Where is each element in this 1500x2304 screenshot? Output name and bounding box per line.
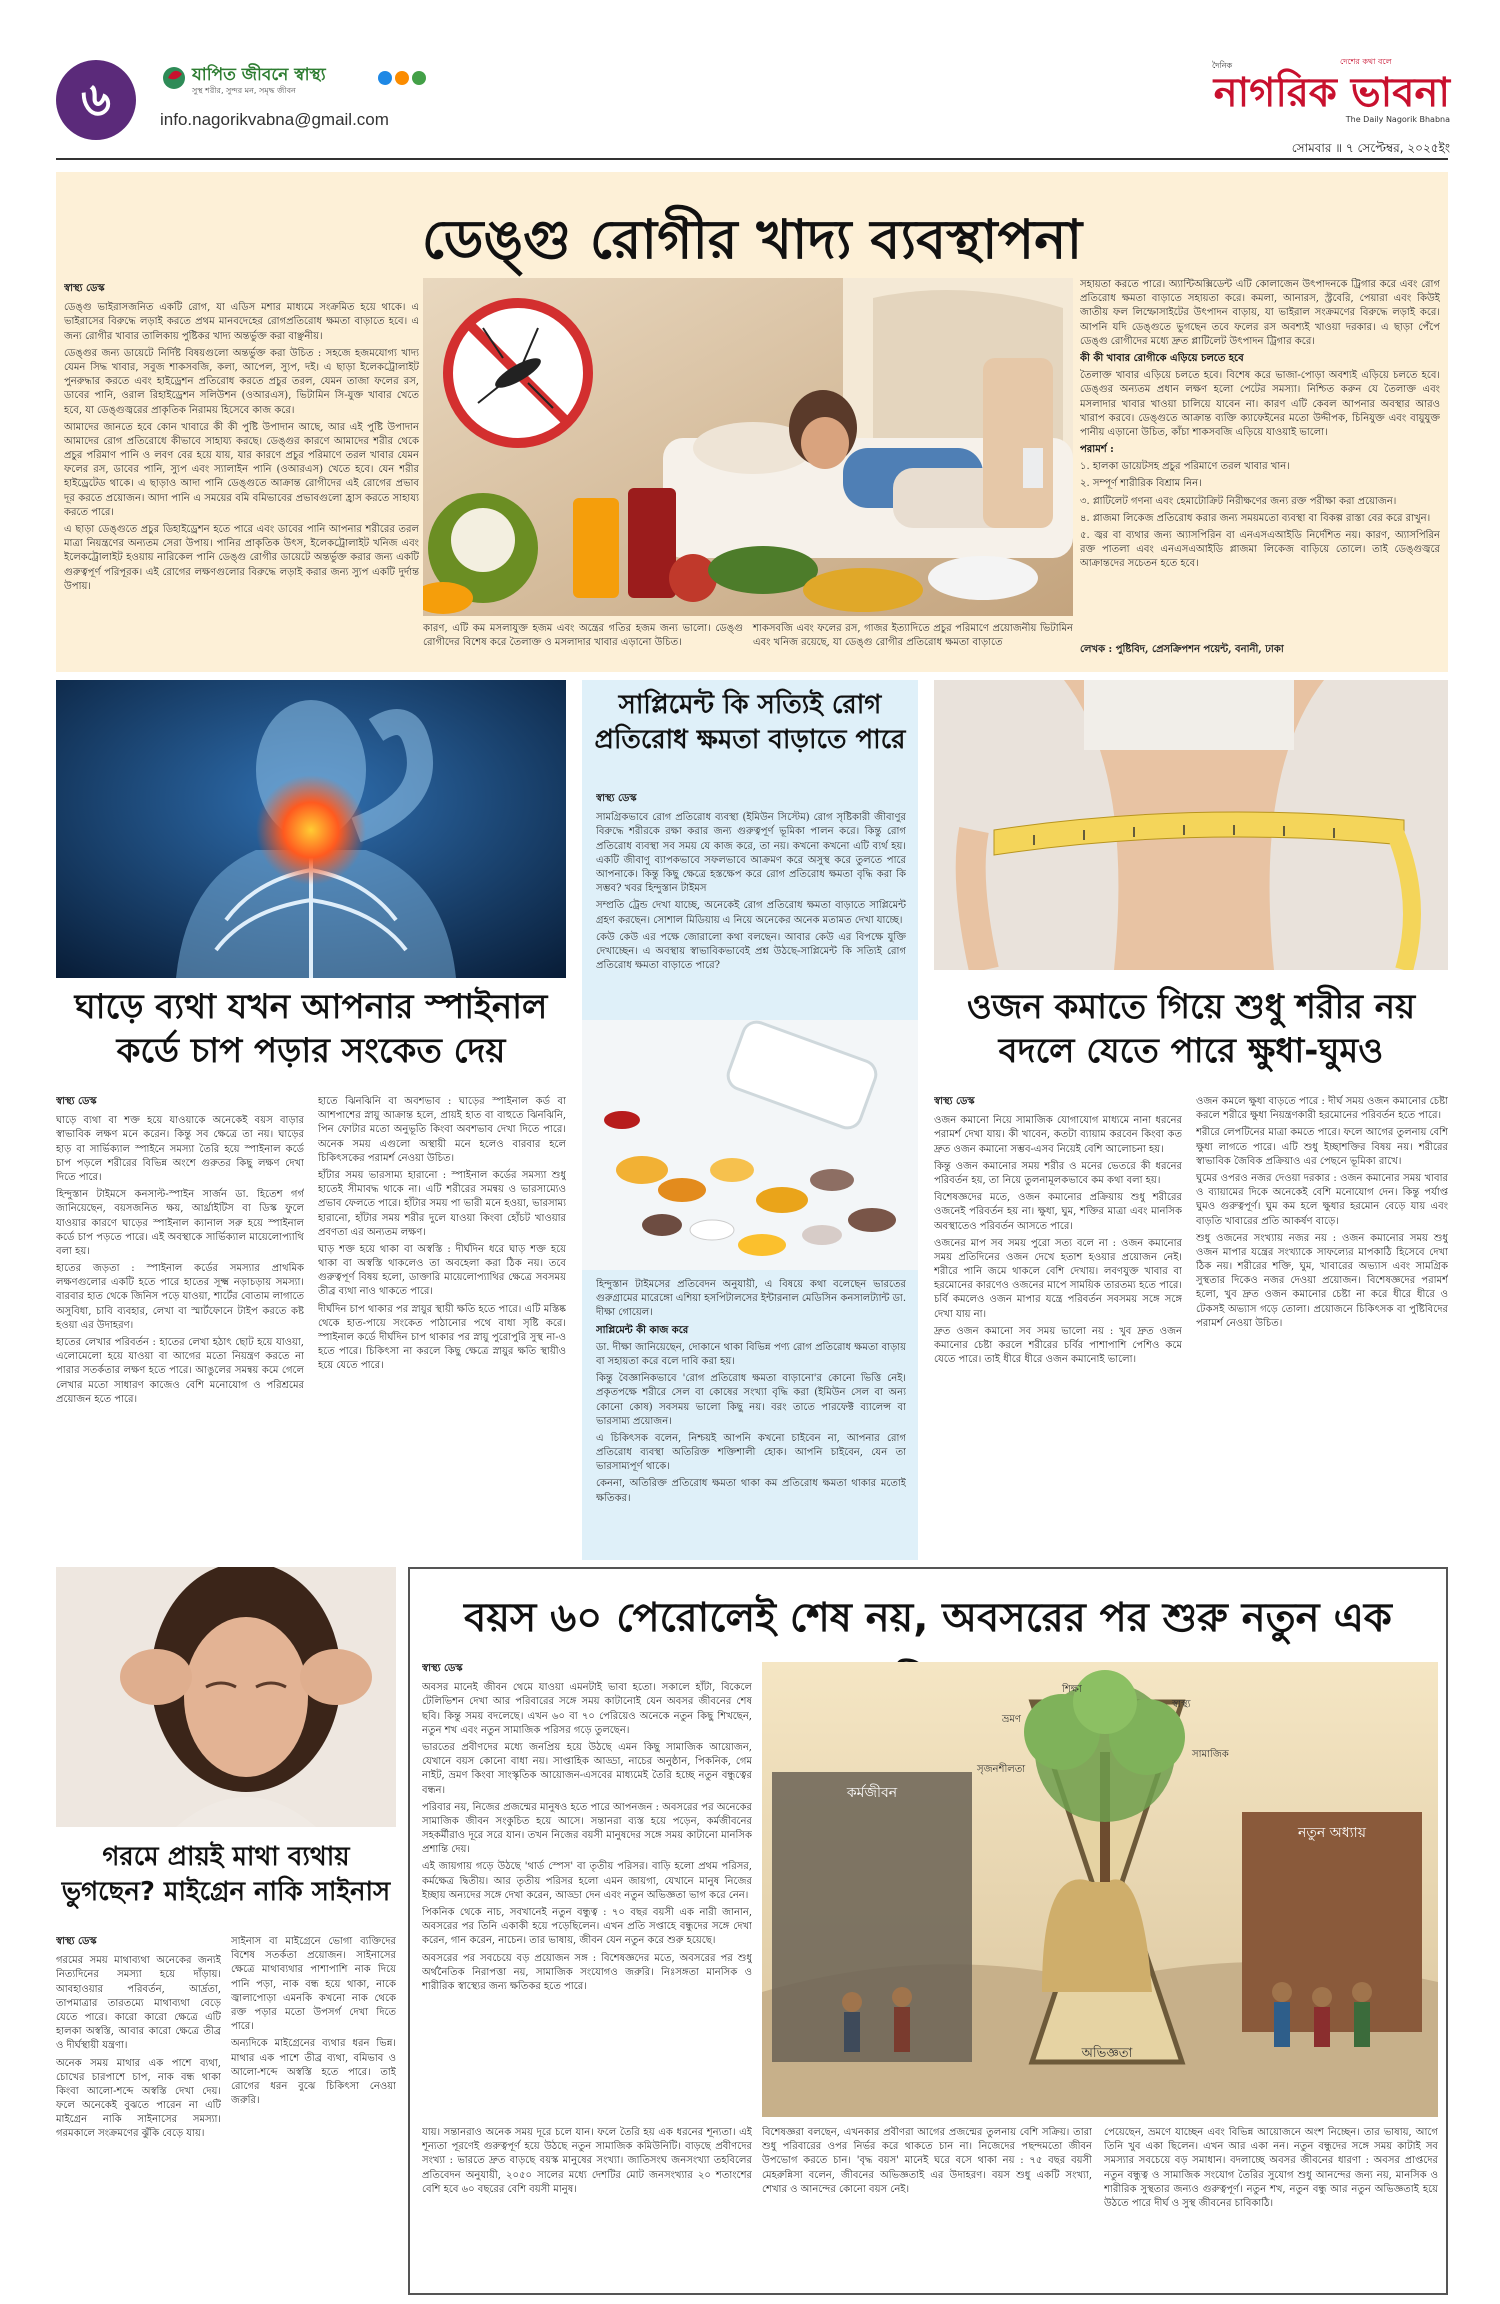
header-divider	[56, 158, 1448, 160]
paragraph: ঘুমের ওপরও নজর দেওয়া দরকার : ওজন কমানোর সময় খাবার ও ব্যায়ামের দিকে অনেকেই বেশি মনোযোগ দেন। কিন্তু পর্যাপ্ত ঘুমও গুরুত্বপূর্ণ। ঘুম কম হলে ক্ষুধার হরমোন বেড়ে যায় এবং বাড়তি খাবারের প্রতি আকর্ষণ বাড়ে।	[1196, 1172, 1448, 1227]
paragraph: হিন্দুস্তান টাইমসের প্রতিবেদন অনুযায়ী, এ বিষয়ে কথা বলেছেন ভারতের গুরুগ্রামের মারেঙ্গো এশিয়া হসপিটালসের ইন্টারনাল মেডিসিন কনসালট্যান্ট ডা. দীক্ষা গোয়েল।	[596, 1279, 906, 1319]
weight-col-1	[934, 1095, 1182, 1555]
education-label: শিক্ষা	[1062, 1684, 1082, 1695]
subheading: সাপ্লিমেন্ট কী কাজ করে	[596, 1324, 689, 1336]
paragraph: ওজন কমলে ক্ষুধা বাড়তে পারে : দীর্ঘ সময় ওজন কমানোর চেষ্টা করলে শরীরে ক্ষুধা নিয়ন্ত্রণকারী হরমোনের পরিবর্তন হতে পারে।	[1196, 1096, 1448, 1122]
spine-headline: ঘাড়ে ব্যথা যখন আপনার স্পাইনাল কর্ডে চাপ পড়ার সংকেত দেয়	[74, 987, 548, 1072]
list-item: ৩. প্লাটিলেট গণনা এবং হেমাটোক্রিট নিরীক্ষণের জন্য রক্ত পরীক্ষা করা প্রয়োজন।	[1080, 495, 1397, 507]
contact-email[interactable]: info.nagorikvabna@gmail.com	[160, 110, 389, 129]
paragraph: ওজনের মাপ সব সময় পুরো সত্য বলে না : ওজন কমানোর সময় প্রতিদিনের ওজন দেখে হতাশ হওয়ার প্রয়োজন নেই। শরীরে পানি জমে থাকলে বেশি দেখায়। লবণযুক্ত খাবার বা হরমোনের কারণেও ওজনের মাপে সাময়িক তারতম্য হতে পারে। চর্বি কমলেও ওজন মাপার যন্ত্রে পরিবর্তন সবসময় সঙ্গে সঙ্গে দেখা যায় না।	[934, 1237, 1182, 1320]
paragraph: হাঁটার সময় ভারসাম্য হারানো : স্পাইনাল কর্ডের সমস্যা শুধু হাতেই সীমাবদ্ধ থাকে না। এটি শরীরের সমন্বয় ও ভারসাম্যেও প্রভাব ফেলতে পারে। হাঁটার সময় পা ভারী মনে হওয়া, ভারসাম্য হারানো, হাঁটার সময় শরীর দুলে যাওয়া কিংবা হোঁচট খাওয়ার প্রবণতা এর অন্যতম লক্ষণ।	[318, 1169, 566, 1238]
supplement-logo	[160, 60, 430, 96]
list-item: ৫. জ্বর বা ব্যথার জন্য অ্যাসপিরিন বা এনএসএআইডি নির্দেশিত নয়। কারণ, অ্যাসপিরিন রক্ত পাতলা এবং এনএসএআইডি প্লাজমা লিকেজ বাড়িয়ে তোলে। তাই ডেঙ্গুজ্বরে আক্রান্তদের সচেতন হতে হবে।	[1080, 530, 1440, 570]
creativity-label: সৃজনশীলতা	[977, 1764, 1026, 1775]
health-label: স্বাস্থ্য	[1172, 1699, 1191, 1710]
spine-col-1	[56, 1095, 304, 1555]
list-item: ২. সম্পূর্ণ শারীরিক বিশ্রাম নিন।	[1080, 478, 1202, 490]
section-tag: স্বাস্থ্য ডেস্ক	[56, 1096, 97, 1107]
new-chapter-label: নতুন অধ্যায়	[1297, 1825, 1367, 1841]
subheading: কী কী খাবার রোগীকে এড়িয়ে চলতে হবে	[1080, 352, 1244, 364]
paragraph: যায়। সন্তানরাও অনেক সময় দূরে চলে যান। ফলে তৈরি হয় এক ধরনের শূন্যতা। এই শূন্যতা পূরণেই গুরুত্বপূর্ণ হয়ে উঠছে নতুন সামাজিক কমিউনিটি। বাড়ছে প্রবীণদের সংখ্যা : ভারতে দ্রুত বাড়ছে বয়স্ক মানুষের সংখ্যা। জাতিসংঘ জনসংখ্যা তহবিলের প্রতিবেদন অনুযায়ী, ২০৫০ সালের মধ্যে দেশটির মোট জনসংখ্যার ২০ শতাংশের বেশি হবে ৬০ বছরের বেশি বয়সী মানুষ।	[422, 2127, 752, 2195]
weight-headline: ওজন কমাতে গিয়ে শুধু শরীর নয় বদলে যেতে পারে ক্ষুধা-ঘুমও	[966, 987, 1416, 1072]
section-tag: স্বাস্থ্য ডেস্ক	[596, 793, 637, 804]
paragraph: ডেঙ্গুর জন্য ডায়েটে নির্দিষ্ট বিষয়গুলো অন্তর্ভুক্ত করা উচিত : সহজে হজমযোগ্য খাদ্য যেমন সিদ্ধ খাবার, সবুজ শাকসবজি, কলা, আপেল, স্যুপ, দই। এ ছাড়া ইলেকট্রোলাইট পুনরুদ্ধার করতে এবং হাইড্রেশন প্রতিরোধ করতে প্রচুর তরল, যেমন তাজা ফলের রস, ডাবের পানি, ওরাল রিহাইড্রেশন সলিউশন (ওআরএস), ভিটামিন সি-যুক্ত খাবার খেতে হবে, যা ডেঙ্গুজ্বরের প্রাকৃতিক নিরাময় হিসেবে কাজ করে।	[64, 347, 419, 416]
paragraph: সামগ্রিকভাবে রোগ প্রতিরোধ ব্যবস্থা (ইমিউন সিস্টেম) রোগ সৃষ্টিকারী জীবাণুর বিরুদ্ধে শরীরকে রক্ষা করার জন্য গুরুত্বপূর্ণ ভূমিকা পালন করে। কিন্তু রোগ প্রতিরোধ ব্যবস্থা সব সময় যে কাজ করে, তা নয়। কখনো কখনো এটি ব্যর্থ হয়। একটি জীবাণু ব্যাপকভাবে সফলভাবে আক্রমণ করে অসুস্থ করে তুলতে পারে আপনাকে। কিন্তু কিছু ক্ষেত্রে হস্তক্ষেপ করে রোগ প্রতিরোধ ক্ষমতা বৃদ্ধি করা কি সম্ভব? খবর হিন্দুস্তান টাইমস	[596, 812, 906, 895]
paragraph: এ চিকিৎসক বলেন, নিশ্চয়ই আপনি কখনো চাইবেন না, আপনার রোগ প্রতিরোধ ব্যবস্থা অতিরিক্ত শক্তিশালী হোক। আপনি চাইবেন, যেন তা ভারসাম্যপূর্ণ থাকে।	[596, 1432, 906, 1473]
dengue-col-left	[64, 282, 419, 622]
paragraph: বিশেষজ্ঞদের মতে, ওজন কমানোর প্রক্রিয়ায় শুধু শরীরের ওজনেই পরিবর্তন হয় না। ক্ষুধা, ঘুম, শক্তির মাত্রা এবং মানসিক অবস্থাতেও পরিবর্তন আসতে পারে।	[934, 1192, 1182, 1232]
dengue-illustration	[423, 278, 1073, 616]
paragraph: সহায়তা করতে পারে। অ্যান্টিঅক্সিডেন্ট এটি কোলাজেন উৎপাদনকে ট্রিগার করে এবং রোগ প্রতিরোধ ক্ষমতা বাড়াতে সহায়তা করে। কমলা, আনারস, স্ট্রবেরি, পেয়ারা এবং কিউই জাতীয় ফল লিম্ফোসাইটের উৎপাদন বাড়ায়, যা ভাইরাল সংক্রমণের বিরুদ্ধে লড়াই করে। আপনি যদি ডেঙ্গুতে ভুগছেন তবে ফলের রস অবশ্যই খাওয়া দরকার। এ ছাড়া পেঁপে ডেঙ্গু রোগীদের মধ্যে দ্রুত প্লাটিলেট উৎপাদন ট্রিগার করে।	[1080, 279, 1440, 347]
paragraph: পিকনিক থেকে নাচ, সবখানেই নতুন বন্ধুত্ব : ৭০ বছর বয়সী এক নারী জানান, অবসরের পর তিনি একাকী হয়ে পড়েছিলেন। এখন প্রতি সপ্তাহে বন্ধুদের সঙ্গে দেখা করেন, গান করেন, নাচেন। তার ভাষায়, জীবন যেন নতুন করে শুরু হয়েছে।	[422, 1907, 752, 1947]
migraine-col-2	[231, 1935, 396, 2290]
daily-label: দৈনিক	[1212, 61, 1233, 70]
paragraph: কেউ কেউ এর পক্ষে জোরালো কথা বলছেন। আবার কেউ এর বিপক্ষে যুক্তি দেখাচ্ছেন। এ অবস্থায় স্বাভাবিকভাবেই প্রশ্ন উঠছে-সাপ্লিমেন্ট কি সত্যিই রোগ প্রতিরোধ ক্ষমতা বাড়াতে পারে?	[596, 931, 906, 972]
paragraph: আমাদের জানতে হবে কোন খাবারে কী কী পুষ্টি উপাদান আছে, আর এই পুষ্টি উপাদান আমাদের রোগ প্রতিরোধে কীভাবে সাহায্য করছে। ডেঙ্গুর কারণে আমাদের শরীর থেকে প্রচুর পরিমাণ পানি ও লবণ বের হয়ে যায়, যার কারণে প্রচুর পরিমাণে তরল খাবার যেমন ফলের রস, ডাবের পানি, স্যুপ এবং স্যালাইন পানি (ওআরএস) খেতে হবে। যেন শরীর হাইড্রেটেড থাকে। এ ছাড়াও আদা পানি ডেঙ্গুতে আক্রান্ত রোগীদের এই রোগের প্রভাব দূর করতে প্রয়োজন। আদা পানি এ সময়ের বমি বমিভাবের প্রভাবগুলো হ্রাস করতে সাহায্য করতে পারে।	[64, 421, 419, 518]
paragraph: কেননা, অতিরিক্ত প্রতিরোধ ক্ষমতা থাকা কম প্রতিরোধ ক্ষমতা থাকার মতোই ক্ষতিকর।	[596, 1478, 906, 1504]
migraine-headline: গরমে প্রায়ই মাথা ব্যথায় ভুগছেন? মাইগ্রেন নাকি সাইনাস	[61, 1842, 391, 1908]
paragraph: অবসরের পর সবচেয়ে বড় প্রয়োজন সঙ্গ : বিশেষজ্ঞদের মতে, অবসরের পর শুধু অর্থনৈতিক নিরাপত্তা নয়, সামাজিক সংযোগও জরুরি। নিঃসঙ্গতা মানসিক ও শারীরিক স্বাস্থ্যের জন্য ক্ষতিকর হতে পারে।	[422, 1952, 752, 1992]
paragraph: ঘাড়ে ব্যথা বা শক্ত হয়ে যাওয়াকে অনেকেই বয়স বাড়ার স্বাভাবিক লক্ষণ মনে করেন। কিন্তু সব ক্ষেত্রে তা নয়। ঘাড়ের হাড় বা সার্ভিক্যাল স্পাইনে সমস্যা তৈরি হয়ে স্পাইনাল কর্ডে চাপ পড়লে শরীরের বিভিন্ন অংশে গুরুতর কিছু লক্ষণ দেখা দিতে পারে।	[56, 1115, 304, 1183]
weight-tape-image	[934, 680, 1448, 970]
retirement-bottom-1	[422, 2126, 752, 2291]
paragraph: ঘাড় শক্ত হয়ে থাকা বা অস্বস্তি : দীর্ঘদিন ধরে ঘাড় শক্ত হয়ে থাকা বা অস্বস্তি থাকলেও তা অবহেলা করা ঠিক নয়। তবে গুরুত্বপূর্ণ বিষয় হলো, ডাক্তারি মায়েলোপ্যাথির ক্ষেত্রে সবসময় তীব্র ব্যথা নাও থাকতে পারে।	[318, 1243, 566, 1298]
paragraph: গরমের সময় মাথাব্যথা অনেকের জন্যই নিত্যদিনের সমস্যা হয়ে দাঁড়ায়। আবহাওয়ার পরিবর্তন, আর্দ্রতা, তাপমাত্রার তারতম্যে মাথাব্যথা বেড়ে যেতে পারে। কারো কারো ক্ষেত্রে এটি হালকা অস্বস্তি, আবার কারো ক্ষেত্রে তীব্র ও দীর্ঘস্থায়ী যন্ত্রণা।	[56, 1955, 221, 2052]
paragraph: এই জায়গায় গড়ে উঠছে 'থার্ড স্পেস' বা তৃতীয় পরিসর। বাড়ি হলো প্রথম পরিসর, কর্মক্ষেত্র দ্বিতীয়। আর তৃতীয় পরিসর হলো এমন জায়গা, যেখানে মানুষ নিজের ইচ্ছায় অন্যদের সঙ্গে দেখা করেন, আড্ডা দেন এবং নতুন অভিজ্ঞতা ভাগ করে নেন।	[422, 1861, 752, 1901]
experience-label: অভিজ্ঞতা	[1081, 2046, 1133, 2061]
paragraph: শাকসবজি এবং ফলের রস, গাজর ইত্যাদিতে প্রচুর পরিমাণে প্রয়োজনীয় ভিটামিন এবং খনিজ রয়েছে, যা ডেঙ্গু রোগীর প্রতিরোধ ক্ষমতা বাড়াতে	[753, 623, 1073, 649]
paragraph: সাইনাস বা মাইগ্রেনে ভোগা ব্যক্তিদের বিশেষ সতর্কতা প্রয়োজন। সাইনাসের ক্ষেত্রে মাথাব্যথার পাশাপাশি নাক দিয়ে পানি পড়া, নাক বন্ধ হয়ে থাকা, নাকে জ্বালাপোড়া এমনকি কখনো নাক থেকে রক্ত পড়ার মতো উপসর্গ দেখা দিতে পারে।	[231, 1936, 396, 2033]
list-item: ১. হালকা ডায়েটসহ প্রচুর পরিমাণে তরল খাবার খান।	[1080, 461, 1290, 473]
paragraph: হিন্দুস্তান টাইমসে কনসাল্ট-স্পাইন সার্জন ডা. হিতেশ গর্গ জানিয়েছেন, বয়সজনিত ক্ষয়, আর্থ্রাইটিস বা ডিস্ক ফুলে যাওয়ার কারণে ঘাড়ের স্পাইনাল ক্যানাল সরু হয়ে স্পাইনাল কর্ডে চাপ পড়তে পারে। এই অবস্থাকে সার্ভিক্যাল মায়েলোপ্যাথি বলা হয়।	[56, 1189, 304, 1257]
retirement-bottom-2	[762, 2126, 1092, 2291]
paragraph: সম্প্রতি ট্রেন্ড দেখা যাচ্ছে, অনেকেই রোগ প্রতিরোধ ক্ষমতা বাড়াতে সাপ্লিমেন্ট গ্রহণ করছেন। সোশাল মিডিয়ায় এ নিয়ে অনেকের অনেক মতামত দেখা যাচ্ছে।	[596, 900, 906, 926]
supplement-pills-image	[582, 1020, 918, 1270]
supplement-sub: সুস্থ শরীর, সুন্দর মন, সমৃদ্ধ জীবন	[192, 86, 296, 95]
social-label: সামাজিক	[1192, 1749, 1229, 1760]
paragraph: ডা. দীক্ষা জানিয়েছেন, দোকানে থাকা বিভিন্ন পণ্য রোগ প্রতিরোধ ক্ষমতা বাড়ায় বা সহায়তা করে বলে দাবি করা হয়।	[596, 1341, 906, 1367]
dengue-col-right	[1080, 278, 1440, 628]
migraine-photo	[56, 1567, 396, 1827]
paragraph: পরিবার নয়, নিজের প্রজন্মের মানুষও হতে পারে আপনজন : অবসরের পর অনেকের সামাজিক জীবন সংকুচিত হয়ে আসে। সন্তানরা ব্যস্ত হয়ে পড়েন, কর্মজীবনের সহকর্মীরাও দূরে সরে যান। তখন নিজের বয়সী মানুষদের সঙ্গে সময় কাটানো মানসিক প্রশান্তি দেয়।	[422, 1801, 752, 1856]
list-item: ৪. প্লাজমা লিকেজ প্রতিরোধ করার জন্য সময়মতো ব্যবস্থা বা বিকল্প রাস্তা বের করে রাখুন।	[1080, 512, 1431, 524]
issue-date: সোমবার ॥ ৭ সেপ্টেম্বর, ২০২৫ইং	[1291, 141, 1450, 155]
leaf-icon	[160, 60, 430, 96]
paragraph: শুধু ওজনের সংখ্যায় নজর নয় : ওজন কমানোর সময় শুধু ওজন মাপার যন্ত্রের সংখ্যাকে সাফল্যের মাপকাঠি হিসেবে দেখা ঠিক নয়। শরীরের শক্তি, ঘুম, খাবারের অভ্যাস এবং সামগ্রিক সুস্থতার দিকেও নজর দেওয়া প্রয়োজন। বিশেষজ্ঞদের পরামর্শ হলো, খুব দ্রুত ওজন কমানোর চেষ্টা না করে ধীরে ধীরে ও টেকসই অভ্যাস গড়ে তোলা। প্রয়োজনে চিকিৎসক বা পুষ্টিবিদের পরামর্শ নেওয়া উচিত।	[1196, 1232, 1448, 1329]
page-number-badge: ৬	[56, 60, 136, 140]
supplement-text-bottom	[596, 1278, 906, 1556]
supplement-name: যাপিত জীবনে স্বাস্থ্য	[192, 65, 326, 85]
retirement-col-1	[422, 1662, 752, 2122]
paragraph: কারণ, এটি কম মসলাযুক্ত হজম এবং অন্ত্রের গতির হজম জন্য ভালো। ডেঙ্গু রোগীদের বিশেষ করে তৈলাক্ত ও মসলাদার খাবার এড়ানো উচিত।	[423, 623, 743, 649]
section-tag: স্বাস্থ্য ডেস্ক	[64, 283, 105, 294]
career-label: কর্মজীবন	[846, 1785, 898, 1801]
section-tag: স্বাস্থ্য ডেস্ক	[422, 1663, 463, 1674]
brand-sub: The Daily Nagorik Bhabna	[1345, 115, 1450, 124]
subheading: পরামর্শ :	[1080, 444, 1114, 456]
supplement-text-top	[596, 792, 906, 1010]
travel-label: ভ্রমণ	[1002, 1714, 1021, 1725]
paragraph: অনেক সময় মাথার এক পাশে ব্যথা, চোখের চারপাশে চাপ, নাক বন্ধ থাকা কিংবা আলো-শব্দে অস্বস্তি দেখা দেয়। ফলে অনেকেই বুঝতে পারেন না এটি মাইগ্রেন নাকি সাইনাসের সমস্যা। গরমকালে সংক্রমণের ঝুঁকি বেড়ে যায়।	[56, 2057, 221, 2140]
spine-illustration	[56, 680, 566, 978]
paragraph: ওজন কমানো নিয়ে সামাজিক যোগাযোগ মাধ্যমে নানা ধরনের পরামর্শ দেখা যায়। কী খাবেন, কতটা ব্যায়াম করবেন কিংবা কত দ্রুত ওজন কমানো সম্ভব-এসব নিয়েই বেশি আলোচনা হয়।	[934, 1115, 1182, 1155]
paragraph: হাতে ঝিনঝিনি বা অবশভাব : ঘাড়ের স্পাইনাল কর্ড বা আশপাশের স্নায়ু আক্রান্ত হলে, প্রায়ই হাত বা বাহুতে ঝিনঝিনি, পিন ফোটার মতো অনুভূতি কিংবা অবশভাব দেখা দিতে পারে। অনেক সময় এগুলো অস্থায়ী মনে হলেও বারবার হলে চিকিৎসকের পরামর্শ নেওয়া উচিত।	[318, 1096, 566, 1164]
migraine-col-1	[56, 1935, 221, 2290]
paragraph: বিশেষজ্ঞরা বলছেন, এখনকার প্রবীণরা আগের প্রজন্মের তুলনায় বেশি সক্রিয়। তারা শুধু পরিবারের ওপর নির্ভর করে থাকতে চান না। নিজেদের পছন্দমতো জীবন উপভোগ করতে চান। 'বৃদ্ধ বয়স' মানেই ঘরে বসে থাকা নয় : ৭৫ বছর বয়সী মেহরুন্নিসা বলেন, জীবনের অভিজ্ঞতাই এর উদাহরণ। বয়স শুধু একটি সংখ্যা, শেখার ও আনন্দের কোনো বয়স নেই।	[762, 2127, 1092, 2195]
section-tag: স্বাস্থ্য ডেস্ক	[934, 1096, 975, 1107]
spine-col-2	[318, 1095, 566, 1555]
author-line: লেখক : পুষ্টিবিদ, প্রেসক্রিপশন পয়েন্ট, বনানী, ঢাকা	[1080, 644, 1284, 655]
dengue-bottom-row	[423, 622, 1073, 664]
retirement-illustration	[762, 1662, 1438, 2117]
no-mosquito-icon	[448, 303, 588, 443]
paragraph: তৈলাক্ত খাবার এড়িয়ে চলতে হবে। বিশেষ করে ভাজা-পোড়া অবশ্যই এড়িয়ে চলতে হবে। ডেঙ্গুর অন্যতম প্রধান লক্ষণ হলো পেটের সমস্যা। নিশ্চিত করুন যে তৈলাক্ত এবং মসলাদার খাবার খাওয়া চালিয়ে যাবেন না। কারণ এটি কেবল আপনার অবস্থার আরও খারাপ করবে। ডেঙ্গুতে আক্রান্ত ব্যক্তি ক্যাফেইনের মতো উদ্দীপক, চিনিযুক্ত এবং বায়ুযুক্ত পানীয় এড়ানো উচিত, কাঁচা শাকসবজি এড়িয়ে যাওয়াই ভালো।	[1080, 370, 1440, 438]
paragraph: হাতের লেখার পরিবর্তন : হাতের লেখা হঠাৎ ছোট হয়ে যাওয়া, এলোমেলো হয়ে যাওয়া বা আগের মতো নিয়ন্ত্রণ করতে না পারার সতর্কতার লক্ষণ হতে পারে। আঙুলের সমন্বয় কমে গেলে লেখার মতো সাধারণ কাজেও বেশি মনোযোগ ও পরিশ্রমের প্রয়োজন হতে পারে।	[56, 1337, 304, 1405]
paragraph: শরীরে লেপটিনের মাত্রা কমতে পারে। ফলে আগের তুলনায় বেশি ক্ষুধা লাগতে পারে। এটি শুধু ইচ্ছাশক্তির বিষয় নয়। শরীরের স্বাভাবিক জৈবিক প্রক্রিয়াও এর পেছনে ভূমিকা রাখে।	[1196, 1127, 1448, 1167]
newspaper-brand	[1200, 60, 1450, 135]
paragraph: এ ছাড়া ডেঙ্গুতে প্রচুর ডিহাইড্রেশন হতে পারে এবং ডাবের পানি আপনার শরীরের তরল মাত্রা নিয়ন্ত্রণের অন্যতম সেরা উপায়। পানির প্রাকৃতিক উৎস, ইলেকট্রোলাইট খনিজ এবং ইলেকট্রোলাইট হওয়ায় নারিকেল পানি ডেঙ্গু রোগীর ডায়েটে অন্তর্ভুক্ত করার জন্য একটি গুরুত্বপূর্ণ পরিপূরক। এই রোগের লক্ষণগুলোর বিরুদ্ধে লড়াই করার জন্য স্যুপ একটি দুর্দান্ত উপায়।	[64, 524, 419, 592]
paragraph: পেয়েছেন, ভ্রমণে যাচ্ছেন এবং বিভিন্ন আয়োজনে অংশ নিচ্ছেন। তার ভাষায়, আগে তিনি খুব একা ছিলেন। এখন আর একা নন। নতুন বন্ধুদের সঙ্গে সময় কাটাই সব সমস্যার সবচেয়ে বড় সমাধান। বদলাচ্ছে অবসর জীবনের ধারণা : অবসর প্রাপ্তদের নতুন বন্ধুত্ব ও সামাজিক সংযোগ তৈরির সুযোগ শুধু আনন্দের জন্য নয়, মানসিক ও শারীরিক সুস্থতার জন্যও গুরুত্বপূর্ণ। নতুন শখ, নতুন বন্ধু আর নতুন অভিজ্ঞতাই হয়ে উঠতে পারে দীর্ঘ ও সুস্থ জীবনের চাবিকাঠি।	[1104, 2127, 1438, 2209]
paragraph: অন্যদিকে মাইগ্রেনের ব্যথার ধরন ভিন্ন। মাথার এক পাশে তীব্র ব্যথা, বমিভাব ও আলো-শব্দে অস্বস্তি হতে পারে। তাই রোগের ধরন বুঝে চিকিৎসা নেওয়া জরুরি।	[231, 2038, 396, 2107]
paragraph: কিন্তু বৈজ্ঞানিকভাবে 'রোগ প্রতিরোধ ক্ষমতা বাড়ানো'র কোনো ভিত্তি নেই। প্রকৃতপক্ষে শরীরে সেল বা কোষের সংখ্যা বৃদ্ধি করা (ইমিউন সেল বা অন্য কোনো কোষ) সবসময় ভালো কিছু নয়। বরং তাতে পারফেক্ট ব্যালেন্স বা ভারসাম্য প্রয়োজন।	[596, 1373, 906, 1427]
weight-col-2	[1196, 1095, 1448, 1555]
brand-tagline: দেশের কথা বলে	[1340, 57, 1392, 66]
paragraph: দীর্ঘদিন চাপ থাকার পর স্নায়ুর স্থায়ী ক্ষতি হতে পারে। এটি মস্তিষ্ক থেকে হাত-পায়ে সংকেত পাঠানোর পথে বাধা সৃষ্টি করে। স্পাইনাল কর্ডে দীর্ঘদিন চাপ থাকার পর স্নায়ু পুরোপুরি সুস্থ না-ও হতে পারে। চিকিৎসা না করলে কিছু ক্ষেত্রে স্নায়ুর ক্ষতি স্থায়ীও হয়ে যেতে পারে।	[318, 1303, 566, 1372]
retirement-bottom-3	[1104, 2126, 1438, 2291]
paragraph: দ্রুত ওজন কমানো সব সময় ভালো নয় : খুব দ্রুত ওজন কমানোর চেষ্টা করলে শরীরের চর্বির পাশাপাশি পেশিও কমে যেতে পারে। তাই ধীরে ধীরে ওজন কমানোই ভালো।	[934, 1325, 1182, 1366]
dengue-headline: ডেঙ্গু রোগীর খাদ্য ব্যবস্থাপনা	[421, 208, 1083, 271]
supplement-headline: সাপ্লিমেন্ট কি সত্যিই রোগ প্রতিরোধ ক্ষমতা বাড়াতে পারে	[594, 690, 906, 756]
paragraph: কিন্তু ওজন কমানোর সময় শরীর ও মনের ভেতরে কী ধরনের পরিবর্তন হয়, তা নিয়ে তুলনামূলকভাবে কম কথা বলা হয়।	[934, 1160, 1182, 1186]
paragraph: হাতের জড়তা : স্পাইনাল কর্ডের সমস্যার প্রাথমিক লক্ষণগুলোর একটি হতে পারে হাতের সূক্ষ্ম নড়াচড়ায় সমস্যা। বারবার হাত থেকে জিনিস পড়ে যাওয়া, শার্টের বোতাম লাগাতে অসুবিধা, চাবি ব্যবহার, লেখা বা স্মার্টফোনে টাইপ করতে কষ্ট হওয়া এর উদাহরণ।	[56, 1263, 304, 1331]
retirement-headline: বয়স ৬০ পেরোলেই শেষ নয়, অবসরের পর শুরু নতুন এক	[464, 1595, 1392, 1641]
section-tag: স্বাস্থ্য ডেস্ক	[56, 1936, 97, 1947]
paragraph: অবসর মানেই জীবন থেমে যাওয়া এমনটাই ভাবা হতো। সকালে হাঁটা, বিকেলে টেলিভিশন দেখা আর পরিবারের সঙ্গে সময় কাটানোই যেন অবসর জীবনের শেষ ছবি। কিন্তু সময় বদলেছে। এখন ৬০ বা ৭০ পেরিয়েও অনেকে নতুন কিছু শিখছেন, নতুন শখ এবং নতুন সামাজিক পরিসর গড়ে তুলছেন।	[422, 1682, 752, 1736]
paragraph: ভারতের প্রবীণদের মধ্যে জনপ্রিয় হয়ে উঠছে এমন কিছু সামাজিক আয়োজন, যেখানে বয়স কোনো বাধা নয়। সাপ্তাহিক আড্ডা, নাচের অনুষ্ঠান, পিকনিক, গেম নাইট, ভ্রমণ কিংবা সাংস্কৃতিক আয়োজন-এসবের মাধ্যমেই তৈরি হচ্ছে নতুন বন্ধুত্বের বন্ধন।	[422, 1741, 752, 1796]
paragraph: ডেঙ্গু ভাইরাসজনিত একটি রোগ, যা এডিস মশার মাধ্যমে সংক্রমিত হয়ে থাকে। এ ভাইরাসের বিরুদ্ধে লড়াই করতে প্রথম মানবদেহের রোগপ্রতিরোধ ক্ষমতা বাড়াতে হবে। এ জন্য রোগীর খাবার তালিকায় পুষ্টিকর খাদ্য অন্তর্ভুক্ত করা বাঞ্ছনীয়।	[64, 302, 419, 342]
brand-name: নাগরিক ভাবনা	[1213, 70, 1450, 116]
